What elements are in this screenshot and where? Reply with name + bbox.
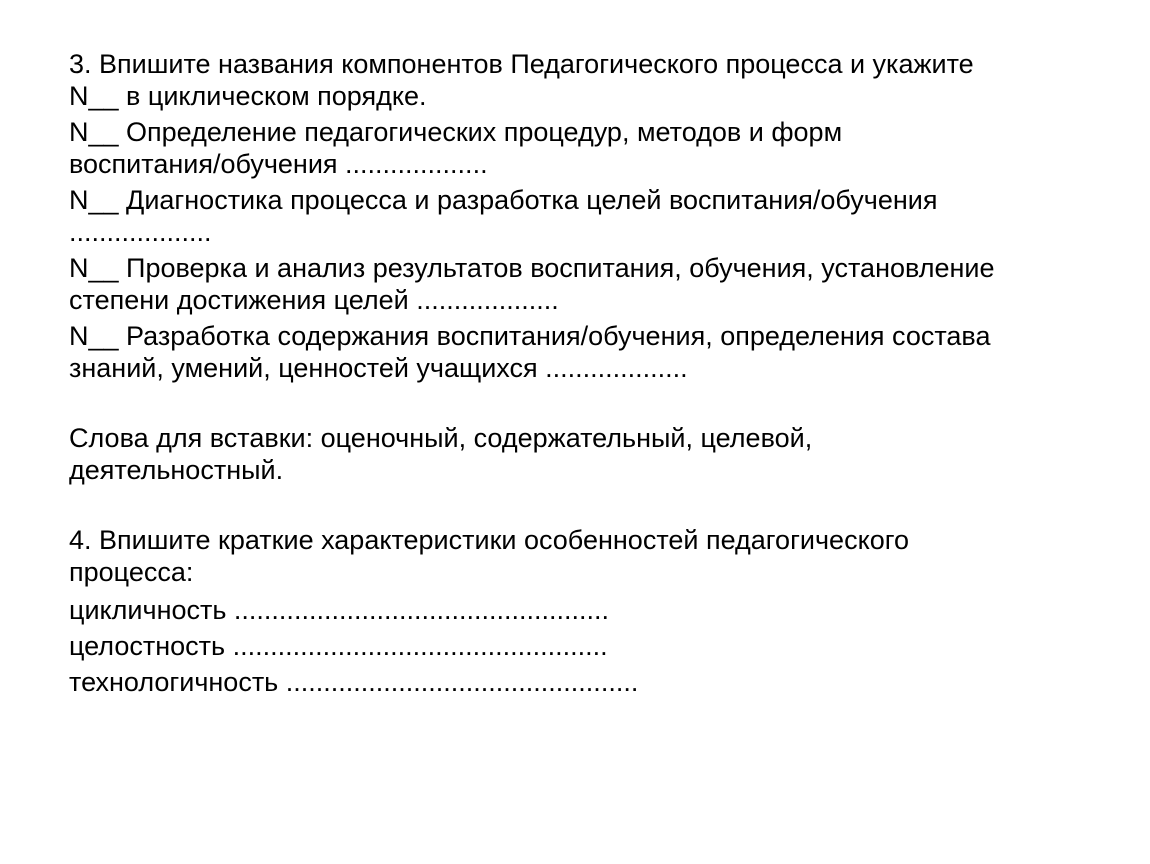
task3-item-line1: N__ Проверка и анализ результатов воспитания, обучения, установление bbox=[69, 253, 995, 283]
task3-item-procedures bbox=[69, 116, 1079, 180]
task3-heading-line1: 3. Впишите названия компонентов Педагогического процесса и укажите bbox=[69, 49, 974, 79]
field-cyclicity: цикличность .................................................. bbox=[69, 595, 609, 625]
task3-heading bbox=[69, 48, 1079, 112]
task3-item-line2: ................... bbox=[69, 217, 212, 247]
worksheet bbox=[69, 48, 1079, 698]
task3-word-bank bbox=[69, 422, 1079, 486]
task3-item-line1: N__ Разработка содержания воспитания/обучения, определения состава bbox=[69, 321, 991, 351]
task4-heading bbox=[69, 524, 1079, 588]
task4-heading-line2: процесса: bbox=[69, 557, 194, 587]
word-bank-line1: Слова для вставки: оценочный, содержательный, целевой, bbox=[69, 423, 813, 453]
task3-item-content bbox=[69, 320, 1079, 384]
task3-heading-line2: N__ в циклическом порядке. bbox=[69, 81, 427, 111]
task4-heading-line1: 4. Впишите краткие характеристики особенностей педагогического bbox=[69, 525, 909, 555]
field-integrity: целостность .................................................. bbox=[69, 631, 608, 661]
field-technologicity: технологичность ............................................... bbox=[69, 667, 639, 697]
task3-item-line1: N__ Диагностика процесса и разработка целей воспитания/обучения bbox=[69, 185, 938, 215]
word-bank-line2: деятельностный. bbox=[69, 455, 284, 485]
task3-item-line2: степени достижения целей ................... bbox=[69, 285, 559, 315]
task3-item-diagnostics bbox=[69, 184, 1079, 248]
task3-item-line2: знаний, умений, ценностей учащихся ................... bbox=[69, 353, 688, 383]
task3-item-line1: N__ Определение педагогических процедур, методов и форм bbox=[69, 117, 843, 147]
task3-item-evaluation bbox=[69, 252, 1079, 316]
task4-fields bbox=[69, 594, 1079, 698]
task3-item-line2: воспитания/обучения ................... bbox=[69, 149, 488, 179]
